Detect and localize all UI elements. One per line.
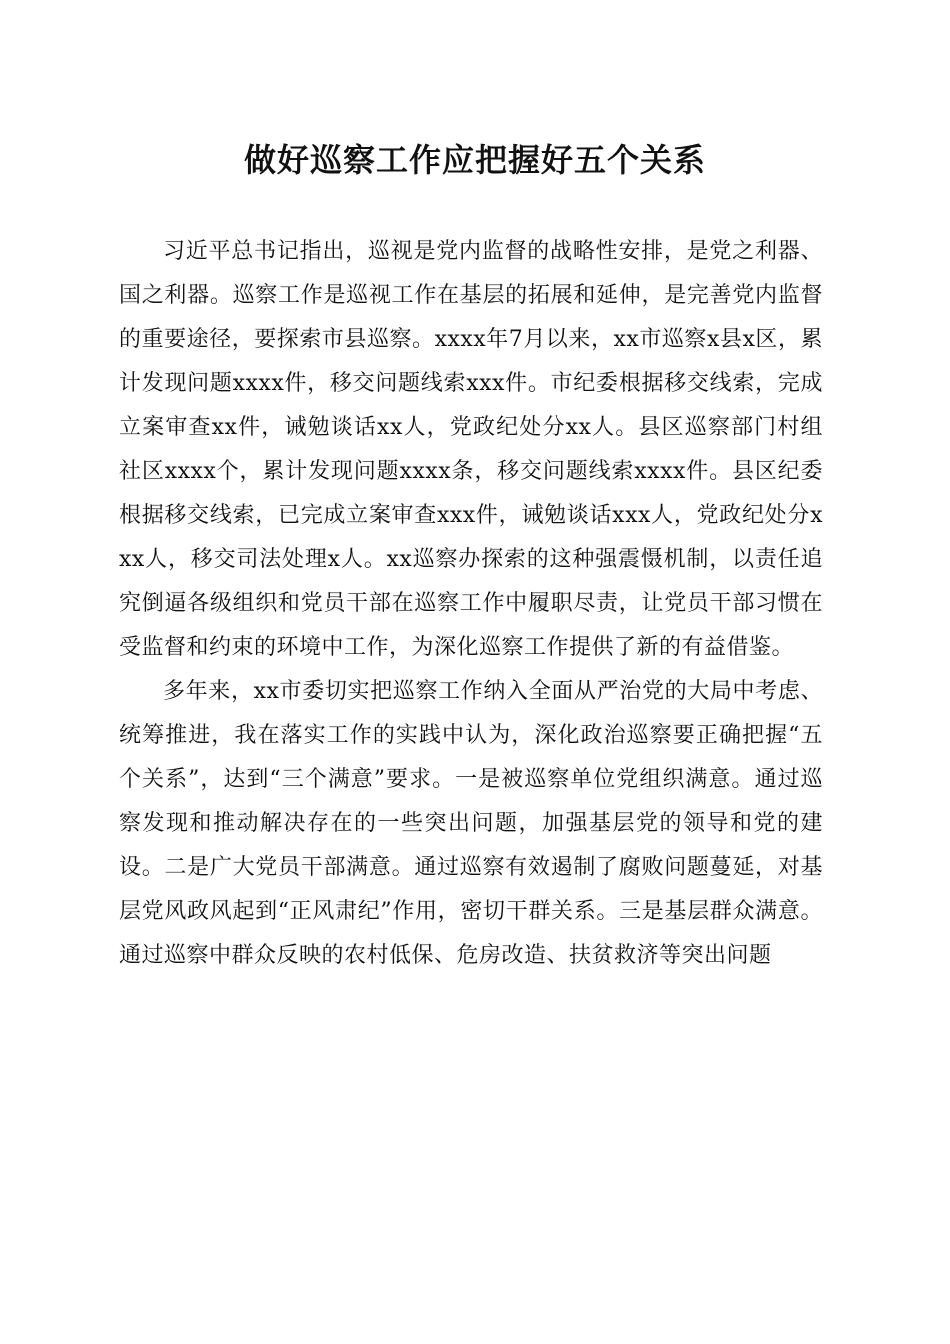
document-title: 做好巡察工作应把握好五个关系 [243, 141, 706, 179]
paragraph-2: 多年来，xx市委切实把巡察工作纳入全面从严治党的大局中考虑、统筹推进，我在落实工作的实践中认为，深化政治巡察要正确把握“五个关系”，达到“三个满意”要求。一是被巡察单位党组织满意。通过巡察发现和推动解决存在的一些突出问题，加强基层党的领导和党的建设。二是广大党员干部满意。通过巡察有效遏制了腐败问题蔓延，对基层党风政风起到“正风肃纪”作用，密切干群关系。三是基层群众满意。通过巡察中群众反映的农村低保、危房改造、扶贫救济等突出问题 [119, 679, 823, 968]
document-body [119, 230, 823, 978]
paragraph-1: 习近平总书记指出，巡视是党内监督的战略性安排，是党之利器、国之利器。巡察工作是巡视工作在基层的拓展和延伸，是完善党内监督的重要途径，要探索市县巡察。xxxx年7月以来，xx市巡察x县x区，累计发现问题xxxx件，移交问题线索xxx件。市纪委根据移交线索，完成立案审查xx件，诫勉谈话xx人，党政纪处分xx人。县区巡察部门村组社区xxxx个，累计发现问题xxxx条，移交问题线索xxxx件。县区纪委根据移交线索，已完成立案审查xxx件，诫勉谈话xxx人，党政纪处分xxx人，移交司法处理x人。xx巡察办探索的这种强震慑机制，以责任追究倒逼各级组织和党员干部在巡察工作中履职尽责，让党员干部习惯在受监督和约束的环境中工作，为深化巡察工作提供了新的有益借鉴。 [119, 239, 823, 660]
